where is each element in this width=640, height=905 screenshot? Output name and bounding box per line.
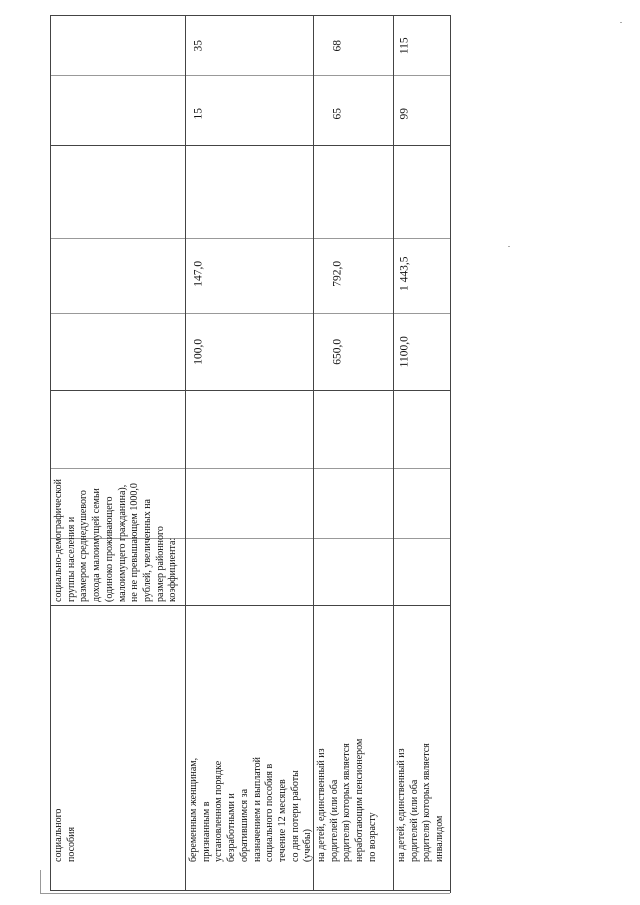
cell-divider-7: [50, 313, 450, 314]
section-divider-3: [50, 390, 450, 391]
row-3-amount-a: 1100,0: [398, 336, 411, 368]
desc-line: беременным женщинам,: [188, 757, 199, 862]
desc-line: назначением и выплатой: [251, 757, 263, 862]
table-bottom-border: [50, 890, 450, 891]
desc-line: группы населения и: [65, 516, 77, 602]
desc-line: малоимущего гражданина),: [116, 484, 128, 602]
group-description-text: [53, 479, 180, 602]
section-divider-4: [50, 468, 450, 469]
desc-line: (одиноко проживающего: [103, 496, 115, 602]
desc-line: установленном порядке: [213, 760, 225, 862]
column-divider-1: [185, 15, 186, 890]
desc-line: не не превышающем 1000,0: [129, 483, 141, 602]
section-divider-2: [50, 238, 450, 239]
column-divider-3: [393, 15, 394, 890]
desc-line: рублей, увеличенных на: [141, 499, 153, 602]
table-left-border: [50, 15, 51, 890]
row-1-description: [188, 757, 315, 862]
outer-left-border: [40, 870, 41, 893]
desc-line: (учебы): [302, 829, 314, 862]
desc-line: со дня потери работы: [289, 770, 301, 862]
row-1-count-b: 35: [192, 40, 205, 52]
desc-line: родителей (или оба: [408, 779, 420, 862]
desc-line: на детей, единственный из: [316, 748, 327, 862]
table-outer-bottom: [40, 893, 450, 894]
desc-line: признанным в: [200, 801, 212, 862]
cell-divider-6: [50, 75, 450, 76]
desc-line: коэффициента:: [167, 537, 179, 602]
desc-line: течение 12 месяцев: [276, 779, 288, 862]
row-3-count-b: 115: [398, 37, 411, 55]
row-2-count-a: 65: [331, 108, 344, 120]
section-divider-1: [50, 145, 450, 146]
desc-line: инвалидом: [434, 815, 446, 862]
table-top-border: [50, 15, 450, 16]
row-2-amount-a: 650,0: [331, 338, 344, 365]
desc-line: родителя) которых является: [421, 743, 433, 862]
section-divider-5: [50, 605, 450, 606]
scan-speck: [508, 246, 510, 247]
row-3-description: [396, 743, 447, 862]
desc-line: родителя) которых является: [341, 743, 353, 862]
header-cell: [53, 809, 78, 862]
row-3-count-a: 99: [398, 108, 411, 120]
desc-line: по возрасту: [366, 812, 378, 862]
table-right-border: [450, 15, 451, 893]
header-line: социального: [53, 808, 64, 862]
row-1-amount-b: 147,0: [192, 260, 205, 287]
desc-line: социально-демографической: [53, 479, 64, 602]
desc-line: на детей, единственный из: [396, 748, 407, 862]
desc-line: дохода малоимущей семьи: [91, 488, 103, 602]
desc-line: размер районного: [154, 526, 166, 602]
row-2-description: [316, 739, 380, 862]
desc-line: размером среднедушевого: [78, 490, 90, 602]
desc-line: обратившимся за: [238, 788, 250, 862]
row-1-amount-a: 100,0: [192, 338, 205, 365]
desc-line: родителей (или оба: [328, 779, 340, 862]
row-2-amount-b: 792,0: [331, 260, 344, 287]
row-3-amount-b: 1 443,5: [398, 256, 411, 291]
header-line: пособия: [65, 826, 77, 862]
scan-speck: [620, 22, 622, 23]
desc-line: безработными и: [226, 793, 238, 862]
desc-line: социального пособия в: [264, 763, 276, 862]
desc-line: неработающим пенсионером: [354, 738, 366, 862]
row-2-count-b: 68: [331, 40, 344, 52]
row-1-count-a: 15: [192, 108, 205, 120]
